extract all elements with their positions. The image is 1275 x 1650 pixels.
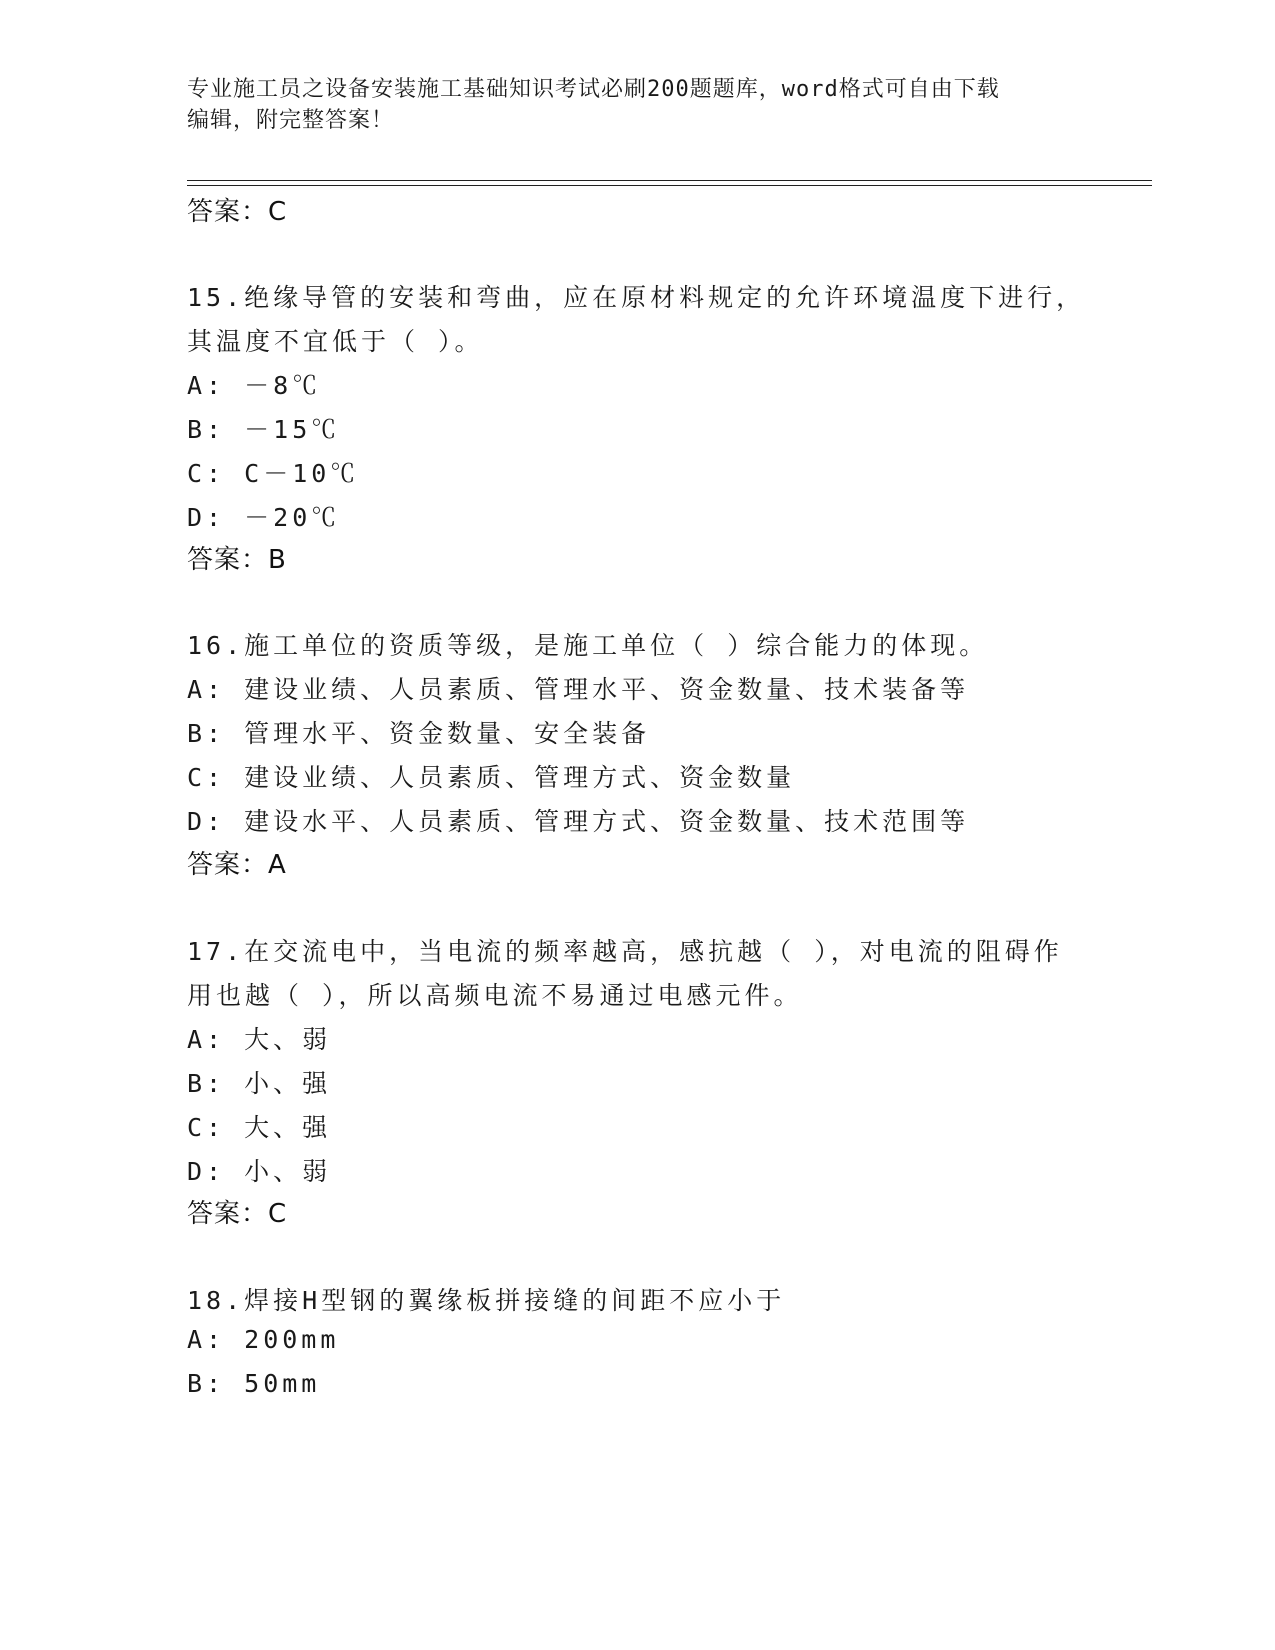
q16-option-c: C: 建设业绩、人员素质、管理方式、资金数量 [187, 763, 796, 792]
header-line-2: 编辑，附完整答案！ [187, 108, 395, 133]
q18-option-a: A: 200mm [187, 1325, 340, 1354]
q16-option-d: D: 建设水平、人员素质、管理方式、资金数量、技术范围等 [187, 807, 970, 836]
q15-stem-line-2: 其温度不宜低于（ ）。 [187, 327, 484, 356]
q15-option-a: A: －8℃ [187, 371, 322, 400]
q15-option-c: C: C－10℃ [187, 459, 360, 488]
q16-answer: 答案：A [187, 850, 287, 880]
q17-stem-line-2: 用也越（ ），所以高频电流不易通过电感元件。 [187, 981, 803, 1010]
q15-option-b: B: －15℃ [187, 415, 341, 444]
answer-prev: 答案：C [187, 197, 288, 227]
q15-option-d: D: －20℃ [187, 503, 341, 532]
header-line-1: 专业施工员之设备安装施工基础知识考试必刷200题题库，word格式可自由下载 [187, 77, 1000, 102]
q15-answer: 答案：B [187, 545, 287, 575]
header-divider-bottom [187, 185, 1152, 186]
q16-option-b: B: 管理水平、资金数量、安全装备 [187, 719, 651, 748]
q17-answer: 答案：C [187, 1199, 288, 1229]
document-header [187, 74, 1087, 136]
q17-option-d: D: 小、弱 [187, 1157, 332, 1186]
q15-stem-line-1: 15.绝缘导管的安装和弯曲，应在原材料规定的允许环境温度下进行， [187, 283, 1086, 312]
q18-option-b: B: 50mm [187, 1369, 321, 1398]
q17-option-c: C: 大、强 [187, 1113, 332, 1142]
header-divider-top [187, 180, 1152, 181]
q16-option-a: A: 建设业绩、人员素质、管理水平、资金数量、技术装备等 [187, 675, 970, 704]
q16-stem-line-1: 16.施工单位的资质等级，是施工单位（ ）综合能力的体现。 [187, 631, 989, 660]
q17-stem-line-1: 17.在交流电中，当电流的频率越高，感抗越（ ），对电流的阻碍作 [187, 937, 1063, 966]
q18-stem-line-1: 18.焊接H型钢的翼缘板拼接缝的间距不应小于 [187, 1286, 786, 1315]
q17-option-a: A: 大、弱 [187, 1025, 332, 1054]
q17-option-b: B: 小、强 [187, 1069, 332, 1098]
